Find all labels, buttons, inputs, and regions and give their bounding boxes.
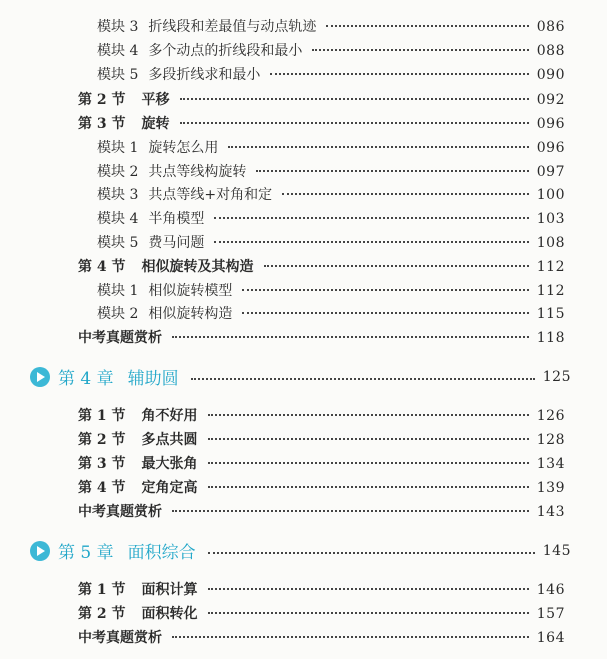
- chapter-title: 辅助圆: [127, 369, 179, 389]
- module-label: 模块 2: [97, 164, 139, 180]
- module-label: 模块 4: [97, 211, 139, 227]
- module-title: 旋转怎么用: [148, 140, 219, 156]
- page-number: 090: [536, 67, 565, 83]
- toc-entry-section[interactable]: [78, 453, 565, 473]
- dot-leader: [208, 438, 529, 440]
- toc-entry-section[interactable]: [78, 429, 565, 449]
- module-label: 模块 1: [97, 283, 139, 299]
- dot-leader: [208, 462, 529, 464]
- section-title: 多点共圆: [141, 432, 198, 448]
- page-number: 112: [536, 259, 565, 275]
- section-label: 第 2 节: [78, 606, 126, 622]
- toc-entry-exam-review[interactable]: [78, 327, 565, 347]
- dot-leader: [214, 217, 528, 219]
- module-label: 模块 3: [97, 19, 139, 35]
- page-number: 103: [536, 211, 565, 227]
- section-label: 第 4 节: [78, 259, 126, 275]
- page-number: 100: [536, 187, 565, 203]
- section-label: 第 1 节: [78, 582, 126, 598]
- section-title: 定角定高: [141, 480, 198, 496]
- toc-entry-chapter[interactable]: [30, 538, 571, 563]
- page-number: 128: [536, 432, 565, 448]
- toc-entry-module[interactable]: [97, 280, 565, 300]
- toc-entry-section[interactable]: [78, 579, 565, 599]
- module-title: 折线段和差最值与动点轨迹: [148, 19, 317, 35]
- dot-leader: [208, 588, 529, 590]
- toc-entry-module[interactable]: [97, 303, 565, 323]
- section-title: 平移: [141, 92, 170, 108]
- module-title: 共点等线构旋转: [148, 164, 247, 180]
- section-label: 第 3 节: [78, 116, 126, 132]
- section-title: 相似旋转及其构造: [141, 259, 254, 275]
- dot-leader: [312, 49, 528, 51]
- dot-leader: [270, 73, 528, 75]
- dot-leader: [242, 312, 528, 314]
- section-label: 第 1 节: [78, 408, 126, 424]
- toc-entry-exam-review[interactable]: [78, 501, 565, 521]
- exam-title: 中考真题赏析: [78, 504, 162, 520]
- page-number: 088: [536, 43, 565, 59]
- dot-leader: [172, 636, 529, 638]
- section-label: 第 3 节: [78, 456, 126, 472]
- toc-entry-section[interactable]: [78, 89, 565, 109]
- toc-entry-module[interactable]: [97, 40, 565, 60]
- module-label: 模块 4: [97, 43, 139, 59]
- section-label: 第 2 节: [78, 92, 126, 108]
- page-number: 096: [536, 140, 565, 156]
- module-label: 模块 2: [97, 306, 139, 322]
- page-number: 139: [536, 480, 565, 496]
- dot-leader: [208, 552, 535, 554]
- dot-leader: [172, 336, 529, 338]
- section-title: 旋转: [141, 116, 170, 132]
- dot-leader: [256, 170, 528, 172]
- page-number: 146: [536, 582, 565, 598]
- chapter-label: 第 4 章: [58, 369, 114, 389]
- toc-entry-chapter[interactable]: [30, 364, 571, 389]
- exam-title: 中考真题赏析: [78, 630, 162, 646]
- toc-entry-section[interactable]: [78, 113, 565, 133]
- toc-entry-module[interactable]: [97, 232, 565, 252]
- play-circle-icon: [30, 541, 50, 561]
- page-number: 134: [536, 456, 565, 472]
- module-title: 相似旋转构造: [148, 306, 233, 322]
- dot-leader: [242, 289, 528, 291]
- dot-leader: [208, 612, 529, 614]
- page-number: 096: [536, 116, 565, 132]
- chapter-label: 第 5 章: [58, 543, 114, 563]
- dot-leader: [208, 414, 529, 416]
- page-number: 164: [536, 630, 565, 646]
- dot-leader: [172, 510, 529, 512]
- dot-leader: [282, 193, 529, 195]
- page-number: 092: [536, 92, 565, 108]
- section-label: 第 2 节: [78, 432, 126, 448]
- module-label: 模块 5: [97, 235, 139, 251]
- page-number: 115: [536, 306, 565, 322]
- toc-entry-module[interactable]: [97, 161, 565, 181]
- toc-entry-module[interactable]: [97, 137, 565, 157]
- module-title: 费马问题: [148, 235, 205, 251]
- toc-entry-module[interactable]: [97, 64, 565, 84]
- dot-leader: [264, 265, 529, 267]
- module-title: 相似旋转模型: [148, 283, 233, 299]
- toc-entry-module[interactable]: [97, 208, 565, 228]
- page-number: 086: [536, 19, 565, 35]
- toc-entry-module[interactable]: [97, 16, 565, 36]
- toc-entry-section[interactable]: [78, 603, 565, 623]
- exam-title: 中考真题赏析: [78, 330, 162, 346]
- section-title: 面积转化: [141, 606, 198, 622]
- page-number: 143: [536, 504, 565, 520]
- page-number: 097: [536, 164, 565, 180]
- page-number: 126: [536, 408, 565, 424]
- dot-leader: [180, 122, 529, 124]
- toc-entry-module[interactable]: [97, 184, 565, 204]
- dot-leader: [180, 98, 529, 100]
- module-title: 多段折线求和最小: [148, 67, 261, 83]
- dot-leader: [191, 378, 535, 380]
- page-number: 145: [542, 542, 571, 559]
- toc-entry-section[interactable]: [78, 256, 565, 276]
- page-number: 118: [536, 330, 565, 346]
- page-number: 112: [536, 283, 565, 299]
- page-number: 157: [536, 606, 565, 622]
- dot-leader: [326, 25, 528, 27]
- play-circle-icon: [30, 367, 50, 387]
- dot-leader: [208, 486, 529, 488]
- module-label: 模块 3: [97, 187, 139, 203]
- page-number: 108: [536, 235, 565, 251]
- module-title: 共点等线+对角和定: [148, 187, 273, 203]
- section-title: 角不好用: [141, 408, 198, 424]
- chapter-title: 面积综合: [127, 543, 196, 563]
- section-title: 面积计算: [141, 582, 198, 598]
- module-label: 模块 1: [97, 140, 139, 156]
- section-label: 第 4 节: [78, 480, 126, 496]
- section-title: 最大张角: [141, 456, 198, 472]
- toc-entry-section[interactable]: [78, 405, 565, 425]
- module-title: 多个动点的折线段和最小: [148, 43, 303, 59]
- toc-entry-exam-review[interactable]: [78, 627, 565, 647]
- page-number: 125: [542, 368, 571, 385]
- module-label: 模块 5: [97, 67, 139, 83]
- toc-entry-section[interactable]: [78, 477, 565, 497]
- dot-leader: [214, 241, 528, 243]
- module-title: 半角模型: [148, 211, 205, 227]
- dot-leader: [228, 146, 528, 148]
